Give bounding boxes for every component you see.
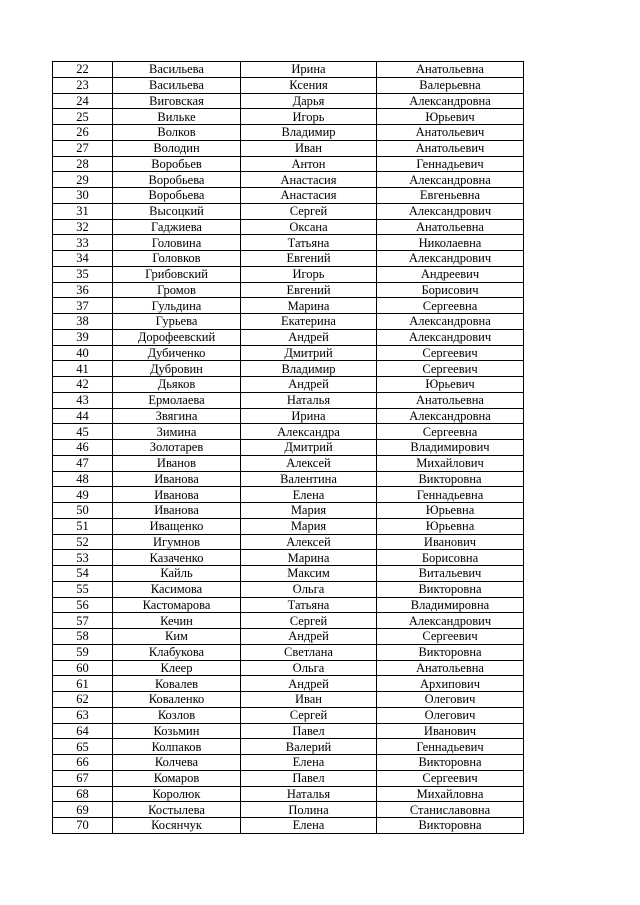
patronymic-cell: Юрьевна	[377, 518, 524, 534]
first-name-cell: Валентина	[241, 471, 377, 487]
table-row	[53, 723, 524, 739]
patronymic-cell: Викторовна	[377, 581, 524, 597]
first-name-cell: Максим	[241, 566, 377, 582]
row-number-cell: 52	[53, 534, 113, 550]
last-name-cell: Золотарев	[113, 440, 241, 456]
first-name-cell: Светлана	[241, 644, 377, 660]
first-name-cell: Игорь	[241, 266, 377, 282]
table-row	[53, 440, 524, 456]
last-name-cell: Кастомарова	[113, 597, 241, 613]
patronymic-cell: Анатольевич	[377, 140, 524, 156]
first-name-cell: Андрей	[241, 629, 377, 645]
last-name-cell: Королюк	[113, 786, 241, 802]
row-number-cell: 22	[53, 62, 113, 78]
table-row	[53, 550, 524, 566]
first-name-cell: Алексей	[241, 534, 377, 550]
row-number-cell: 66	[53, 755, 113, 771]
patronymic-cell: Юрьевна	[377, 503, 524, 519]
patronymic-cell: Владимировна	[377, 597, 524, 613]
first-name-cell: Игорь	[241, 109, 377, 125]
table-row	[53, 314, 524, 330]
first-name-cell: Дмитрий	[241, 440, 377, 456]
patronymic-cell: Анатольевна	[377, 660, 524, 676]
table-row	[53, 251, 524, 267]
row-number-cell: 68	[53, 786, 113, 802]
first-name-cell: Татьяна	[241, 597, 377, 613]
last-name-cell: Косянчук	[113, 818, 241, 834]
last-name-cell: Колпаков	[113, 739, 241, 755]
patronymic-cell: Александрович	[377, 329, 524, 345]
last-name-cell: Ковалев	[113, 676, 241, 692]
row-number-cell: 63	[53, 707, 113, 723]
table-row	[53, 424, 524, 440]
first-name-cell: Сергей	[241, 613, 377, 629]
last-name-cell: Дубровин	[113, 361, 241, 377]
first-name-cell: Ольга	[241, 581, 377, 597]
row-number-cell: 49	[53, 487, 113, 503]
first-name-cell: Сергей	[241, 707, 377, 723]
last-name-cell: Высоцкий	[113, 203, 241, 219]
table-row	[53, 125, 524, 141]
table-row	[53, 408, 524, 424]
table-row	[53, 77, 524, 93]
last-name-cell: Гаджиева	[113, 219, 241, 235]
first-name-cell: Мария	[241, 518, 377, 534]
first-name-cell: Елена	[241, 755, 377, 771]
row-number-cell: 57	[53, 613, 113, 629]
first-name-cell: Евгений	[241, 282, 377, 298]
table-row	[53, 487, 524, 503]
first-name-cell: Александра	[241, 424, 377, 440]
patronymic-cell: Архипович	[377, 676, 524, 692]
patronymic-cell: Александрович	[377, 251, 524, 267]
last-name-cell: Волков	[113, 125, 241, 141]
row-number-cell: 23	[53, 77, 113, 93]
first-name-cell: Алексей	[241, 455, 377, 471]
patronymic-cell: Геннадьевна	[377, 487, 524, 503]
last-name-cell: Виговская	[113, 93, 241, 109]
table-row	[53, 93, 524, 109]
patronymic-cell: Иванович	[377, 534, 524, 550]
row-number-cell: 46	[53, 440, 113, 456]
patronymic-cell: Викторовна	[377, 818, 524, 834]
patronymic-cell: Владимирович	[377, 440, 524, 456]
table-row	[53, 219, 524, 235]
row-number-cell: 38	[53, 314, 113, 330]
row-number-cell: 56	[53, 597, 113, 613]
first-name-cell: Мария	[241, 503, 377, 519]
table-row	[53, 266, 524, 282]
row-number-cell: 51	[53, 518, 113, 534]
row-number-cell: 24	[53, 93, 113, 109]
first-name-cell: Андрей	[241, 329, 377, 345]
table-row	[53, 707, 524, 723]
patronymic-cell: Викторовна	[377, 755, 524, 771]
table-row	[53, 109, 524, 125]
table-row	[53, 361, 524, 377]
row-number-cell: 50	[53, 503, 113, 519]
last-name-cell: Кечин	[113, 613, 241, 629]
last-name-cell: Головина	[113, 235, 241, 251]
patronymic-cell: Анатольевна	[377, 219, 524, 235]
table-row	[53, 156, 524, 172]
roster-table	[52, 61, 524, 834]
row-number-cell: 29	[53, 172, 113, 188]
patronymic-cell: Михайлович	[377, 455, 524, 471]
row-number-cell: 40	[53, 345, 113, 361]
row-number-cell: 45	[53, 424, 113, 440]
first-name-cell: Наталья	[241, 786, 377, 802]
table-row	[53, 786, 524, 802]
table-row	[53, 455, 524, 471]
row-number-cell: 33	[53, 235, 113, 251]
last-name-cell: Игумнов	[113, 534, 241, 550]
patronymic-cell: Геннадьевич	[377, 156, 524, 172]
last-name-cell: Костылева	[113, 802, 241, 818]
table-row	[53, 613, 524, 629]
row-number-cell: 41	[53, 361, 113, 377]
first-name-cell: Наталья	[241, 392, 377, 408]
first-name-cell: Дмитрий	[241, 345, 377, 361]
patronymic-cell: Александрович	[377, 203, 524, 219]
patronymic-cell: Викторовна	[377, 644, 524, 660]
row-number-cell: 35	[53, 266, 113, 282]
first-name-cell: Антон	[241, 156, 377, 172]
row-number-cell: 39	[53, 329, 113, 345]
patronymic-cell: Сергеевич	[377, 770, 524, 786]
first-name-cell: Андрей	[241, 377, 377, 393]
table-row	[53, 503, 524, 519]
patronymic-cell: Иванович	[377, 723, 524, 739]
first-name-cell: Елена	[241, 487, 377, 503]
table-row	[53, 298, 524, 314]
table-row	[53, 172, 524, 188]
last-name-cell: Козьмин	[113, 723, 241, 739]
table-row	[53, 203, 524, 219]
patronymic-cell: Михайловна	[377, 786, 524, 802]
row-number-cell: 69	[53, 802, 113, 818]
row-number-cell: 32	[53, 219, 113, 235]
row-number-cell: 59	[53, 644, 113, 660]
last-name-cell: Васильева	[113, 62, 241, 78]
table-row	[53, 534, 524, 550]
last-name-cell: Иванова	[113, 471, 241, 487]
first-name-cell: Анастасия	[241, 172, 377, 188]
patronymic-cell: Александровна	[377, 172, 524, 188]
table-row	[53, 518, 524, 534]
patronymic-cell: Борисовна	[377, 550, 524, 566]
table-row	[53, 629, 524, 645]
first-name-cell: Ирина	[241, 408, 377, 424]
last-name-cell: Громов	[113, 282, 241, 298]
first-name-cell: Анастасия	[241, 188, 377, 204]
table-row	[53, 581, 524, 597]
last-name-cell: Коваленко	[113, 692, 241, 708]
first-name-cell: Павел	[241, 723, 377, 739]
table-row	[53, 597, 524, 613]
last-name-cell: Гурьева	[113, 314, 241, 330]
last-name-cell: Комаров	[113, 770, 241, 786]
patronymic-cell: Валерьевна	[377, 77, 524, 93]
row-number-cell: 64	[53, 723, 113, 739]
patronymic-cell: Александровна	[377, 408, 524, 424]
table-row	[53, 739, 524, 755]
table-row	[53, 676, 524, 692]
last-name-cell: Ермолаева	[113, 392, 241, 408]
row-number-cell: 26	[53, 125, 113, 141]
first-name-cell: Евгений	[241, 251, 377, 267]
row-number-cell: 36	[53, 282, 113, 298]
table-row	[53, 660, 524, 676]
first-name-cell: Татьяна	[241, 235, 377, 251]
last-name-cell: Козлов	[113, 707, 241, 723]
table-row	[53, 818, 524, 834]
row-number-cell: 48	[53, 471, 113, 487]
table-row	[53, 566, 524, 582]
last-name-cell: Клеер	[113, 660, 241, 676]
last-name-cell: Васильева	[113, 77, 241, 93]
last-name-cell: Колчева	[113, 755, 241, 771]
last-name-cell: Воробьев	[113, 156, 241, 172]
patronymic-cell: Сергеевна	[377, 298, 524, 314]
first-name-cell: Марина	[241, 298, 377, 314]
first-name-cell: Иван	[241, 140, 377, 156]
table-row	[53, 392, 524, 408]
table-row	[53, 377, 524, 393]
patronymic-cell: Олегович	[377, 707, 524, 723]
first-name-cell: Владимир	[241, 361, 377, 377]
table-row	[53, 471, 524, 487]
first-name-cell: Иван	[241, 692, 377, 708]
patronymic-cell: Викторовна	[377, 471, 524, 487]
last-name-cell: Иванова	[113, 503, 241, 519]
table-row	[53, 62, 524, 78]
table-row	[53, 802, 524, 818]
patronymic-cell: Анатольевна	[377, 392, 524, 408]
table-row	[53, 755, 524, 771]
row-number-cell: 25	[53, 109, 113, 125]
row-number-cell: 60	[53, 660, 113, 676]
patronymic-cell: Станиславовна	[377, 802, 524, 818]
row-number-cell: 44	[53, 408, 113, 424]
first-name-cell: Валерий	[241, 739, 377, 755]
table-row	[53, 644, 524, 660]
last-name-cell: Воробьева	[113, 188, 241, 204]
row-number-cell: 27	[53, 140, 113, 156]
first-name-cell: Павел	[241, 770, 377, 786]
last-name-cell: Клабукова	[113, 644, 241, 660]
last-name-cell: Головков	[113, 251, 241, 267]
last-name-cell: Звягина	[113, 408, 241, 424]
row-number-cell: 47	[53, 455, 113, 471]
row-number-cell: 53	[53, 550, 113, 566]
first-name-cell: Елена	[241, 818, 377, 834]
row-number-cell: 70	[53, 818, 113, 834]
first-name-cell: Сергей	[241, 203, 377, 219]
roster-table-body	[53, 62, 524, 834]
row-number-cell: 37	[53, 298, 113, 314]
last-name-cell: Кайль	[113, 566, 241, 582]
patronymic-cell: Сергеевич	[377, 361, 524, 377]
last-name-cell: Касимова	[113, 581, 241, 597]
row-number-cell: 31	[53, 203, 113, 219]
patronymic-cell: Александровна	[377, 314, 524, 330]
table-row	[53, 140, 524, 156]
first-name-cell: Оксана	[241, 219, 377, 235]
table-row	[53, 692, 524, 708]
patronymic-cell: Сергеевич	[377, 629, 524, 645]
patronymic-cell: Анатольевич	[377, 125, 524, 141]
patronymic-cell: Александровна	[377, 93, 524, 109]
first-name-cell: Екатерина	[241, 314, 377, 330]
row-number-cell: 28	[53, 156, 113, 172]
patronymic-cell: Евгеньевна	[377, 188, 524, 204]
last-name-cell: Дьяков	[113, 377, 241, 393]
last-name-cell: Гульдина	[113, 298, 241, 314]
patronymic-cell: Николаевна	[377, 235, 524, 251]
last-name-cell: Воробьева	[113, 172, 241, 188]
row-number-cell: 55	[53, 581, 113, 597]
first-name-cell: Владимир	[241, 125, 377, 141]
first-name-cell: Андрей	[241, 676, 377, 692]
table-row	[53, 345, 524, 361]
first-name-cell: Дарья	[241, 93, 377, 109]
last-name-cell: Казаченко	[113, 550, 241, 566]
table-row	[53, 235, 524, 251]
first-name-cell: Марина	[241, 550, 377, 566]
table-row	[53, 188, 524, 204]
row-number-cell: 62	[53, 692, 113, 708]
last-name-cell: Володин	[113, 140, 241, 156]
patronymic-cell: Витальевич	[377, 566, 524, 582]
row-number-cell: 30	[53, 188, 113, 204]
table-row	[53, 329, 524, 345]
last-name-cell: Ким	[113, 629, 241, 645]
row-number-cell: 54	[53, 566, 113, 582]
first-name-cell: Полина	[241, 802, 377, 818]
row-number-cell: 58	[53, 629, 113, 645]
patronymic-cell: Сергеевич	[377, 345, 524, 361]
table-row	[53, 282, 524, 298]
patronymic-cell: Сергеевна	[377, 424, 524, 440]
patronymic-cell: Олегович	[377, 692, 524, 708]
row-number-cell: 34	[53, 251, 113, 267]
last-name-cell: Иванов	[113, 455, 241, 471]
last-name-cell: Иващенко	[113, 518, 241, 534]
last-name-cell: Зимина	[113, 424, 241, 440]
first-name-cell: Ксения	[241, 77, 377, 93]
row-number-cell: 65	[53, 739, 113, 755]
patronymic-cell: Андреевич	[377, 266, 524, 282]
last-name-cell: Дубиченко	[113, 345, 241, 361]
patronymic-cell: Юрьевич	[377, 109, 524, 125]
patronymic-cell: Анатольевна	[377, 62, 524, 78]
first-name-cell: Ольга	[241, 660, 377, 676]
last-name-cell: Вильке	[113, 109, 241, 125]
last-name-cell: Иванова	[113, 487, 241, 503]
row-number-cell: 61	[53, 676, 113, 692]
first-name-cell: Ирина	[241, 62, 377, 78]
patronymic-cell: Юрьевич	[377, 377, 524, 393]
last-name-cell: Грибовский	[113, 266, 241, 282]
row-number-cell: 67	[53, 770, 113, 786]
row-number-cell: 42	[53, 377, 113, 393]
table-row	[53, 770, 524, 786]
patronymic-cell: Александрович	[377, 613, 524, 629]
last-name-cell: Дорофеевский	[113, 329, 241, 345]
row-number-cell: 43	[53, 392, 113, 408]
patronymic-cell: Геннадьевич	[377, 739, 524, 755]
patronymic-cell: Борисович	[377, 282, 524, 298]
